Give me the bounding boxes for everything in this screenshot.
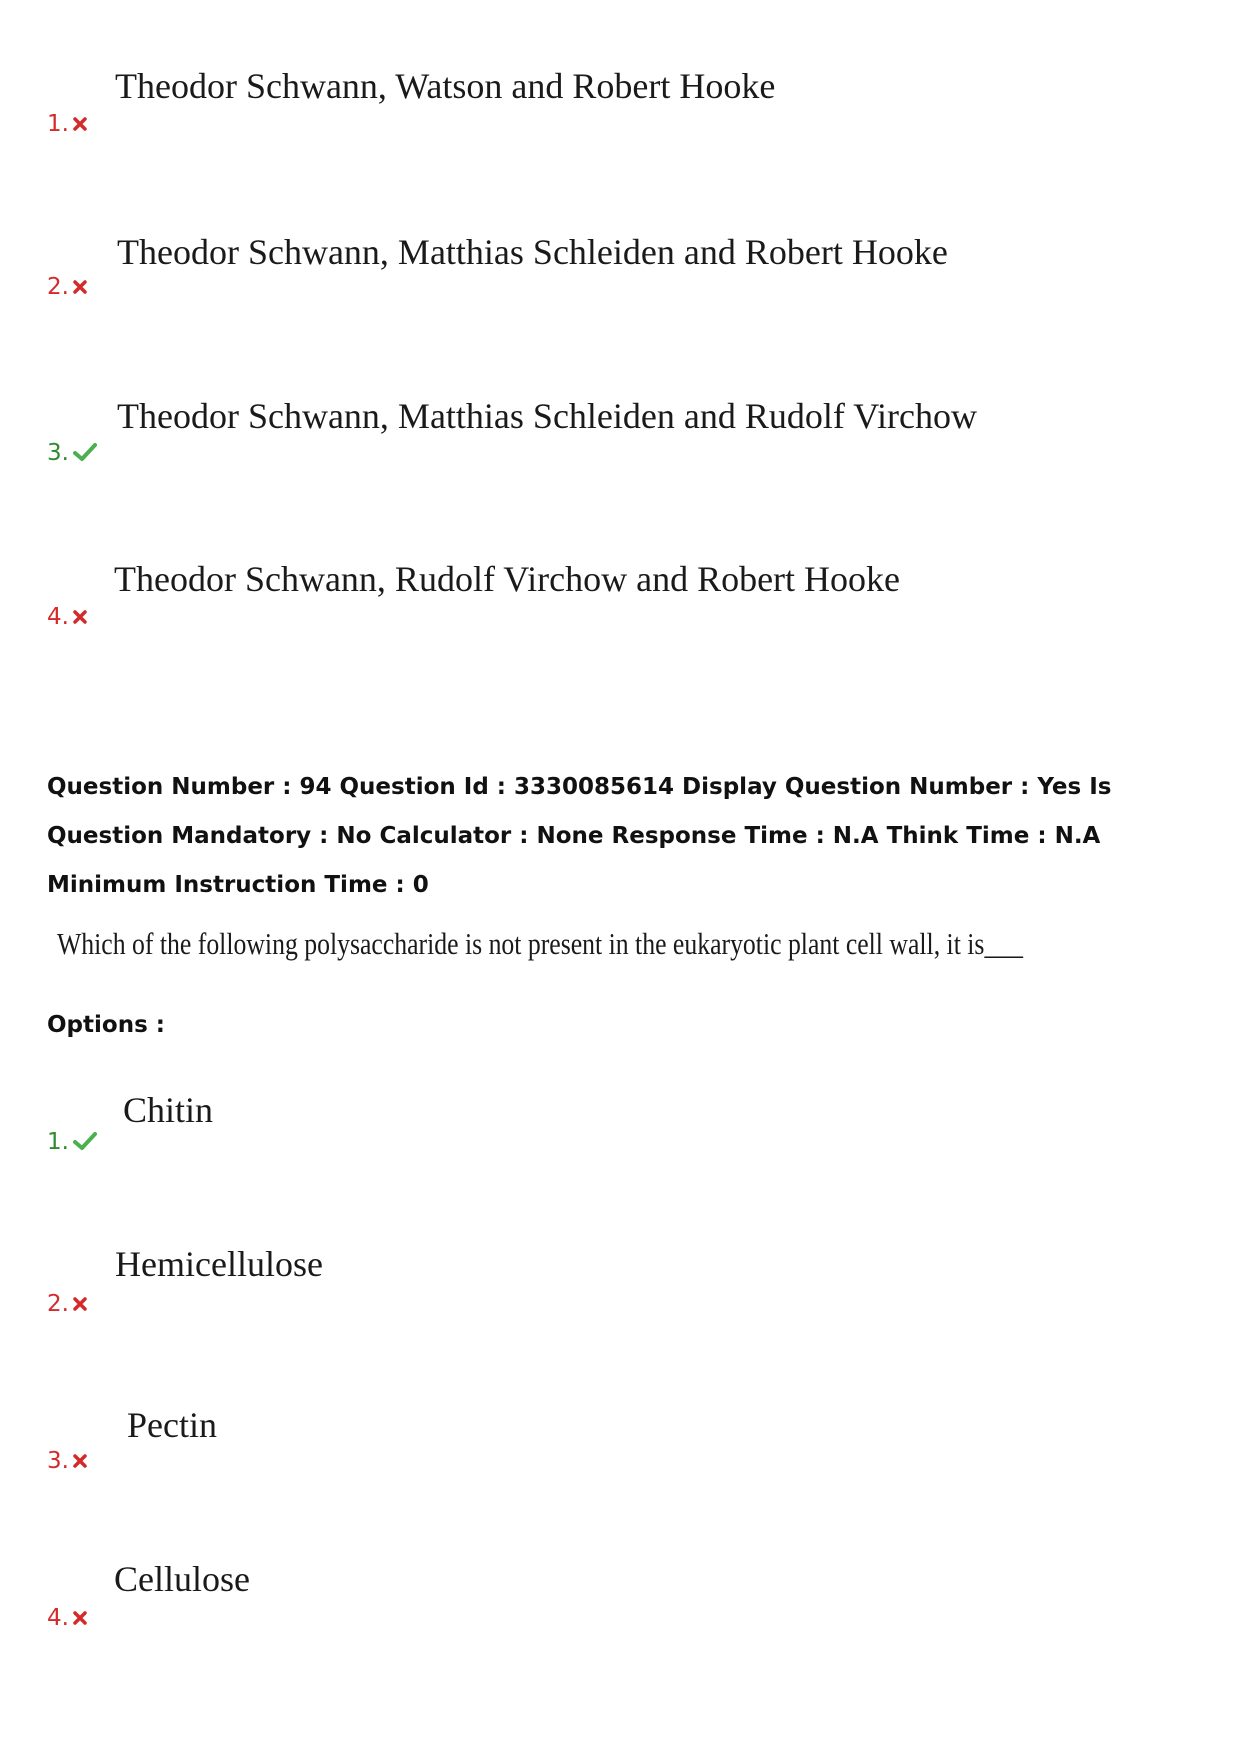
option-text: Hemicellulose (115, 1244, 323, 1284)
question-meta: Question Number : 94 Question Id : 3330085614 Display Question Number : Yes Is Question Mandatory : No Calculator : None Response Time : N.A Think Time : N.A Minimum Instruction Time : 0 (47, 774, 1112, 898)
option-number: 2. (47, 1293, 87, 1316)
option-text: Theodor Schwann, Rudolf Virchow and Robert Hooke (114, 559, 901, 599)
option-text: Cellulose (114, 1559, 250, 1599)
option-number: 4. (47, 1607, 87, 1630)
cross-icon (73, 1450, 87, 1473)
check-icon (73, 1131, 97, 1156)
option-number: 3. (47, 1450, 87, 1473)
cross-icon (73, 1607, 87, 1630)
option-text: Theodor Schwann, Watson and Robert Hooke (115, 66, 776, 106)
cross-icon (73, 606, 87, 629)
option-number: 2. (47, 276, 87, 299)
option-number: 1. (47, 1131, 97, 1156)
option-text: Pectin (127, 1405, 217, 1445)
cross-icon (73, 1293, 87, 1316)
cross-icon (73, 276, 87, 299)
question-text: Which of the following polysaccharide is not present in the eukaryotic plant cell wall, it is___ (57, 926, 1024, 961)
option-text: Theodor Schwann, Matthias Schleiden and Robert Hooke (117, 232, 948, 272)
options-label: Options : (47, 1012, 165, 1038)
option-number: 3. (47, 442, 97, 467)
check-icon (73, 442, 97, 467)
option-text: Theodor Schwann, Matthias Schleiden and Rudolf Virchow (117, 396, 978, 436)
option-number: 1. (47, 113, 87, 136)
cross-icon (73, 113, 87, 136)
option-number: 4. (47, 606, 87, 629)
option-text: Chitin (123, 1090, 214, 1130)
